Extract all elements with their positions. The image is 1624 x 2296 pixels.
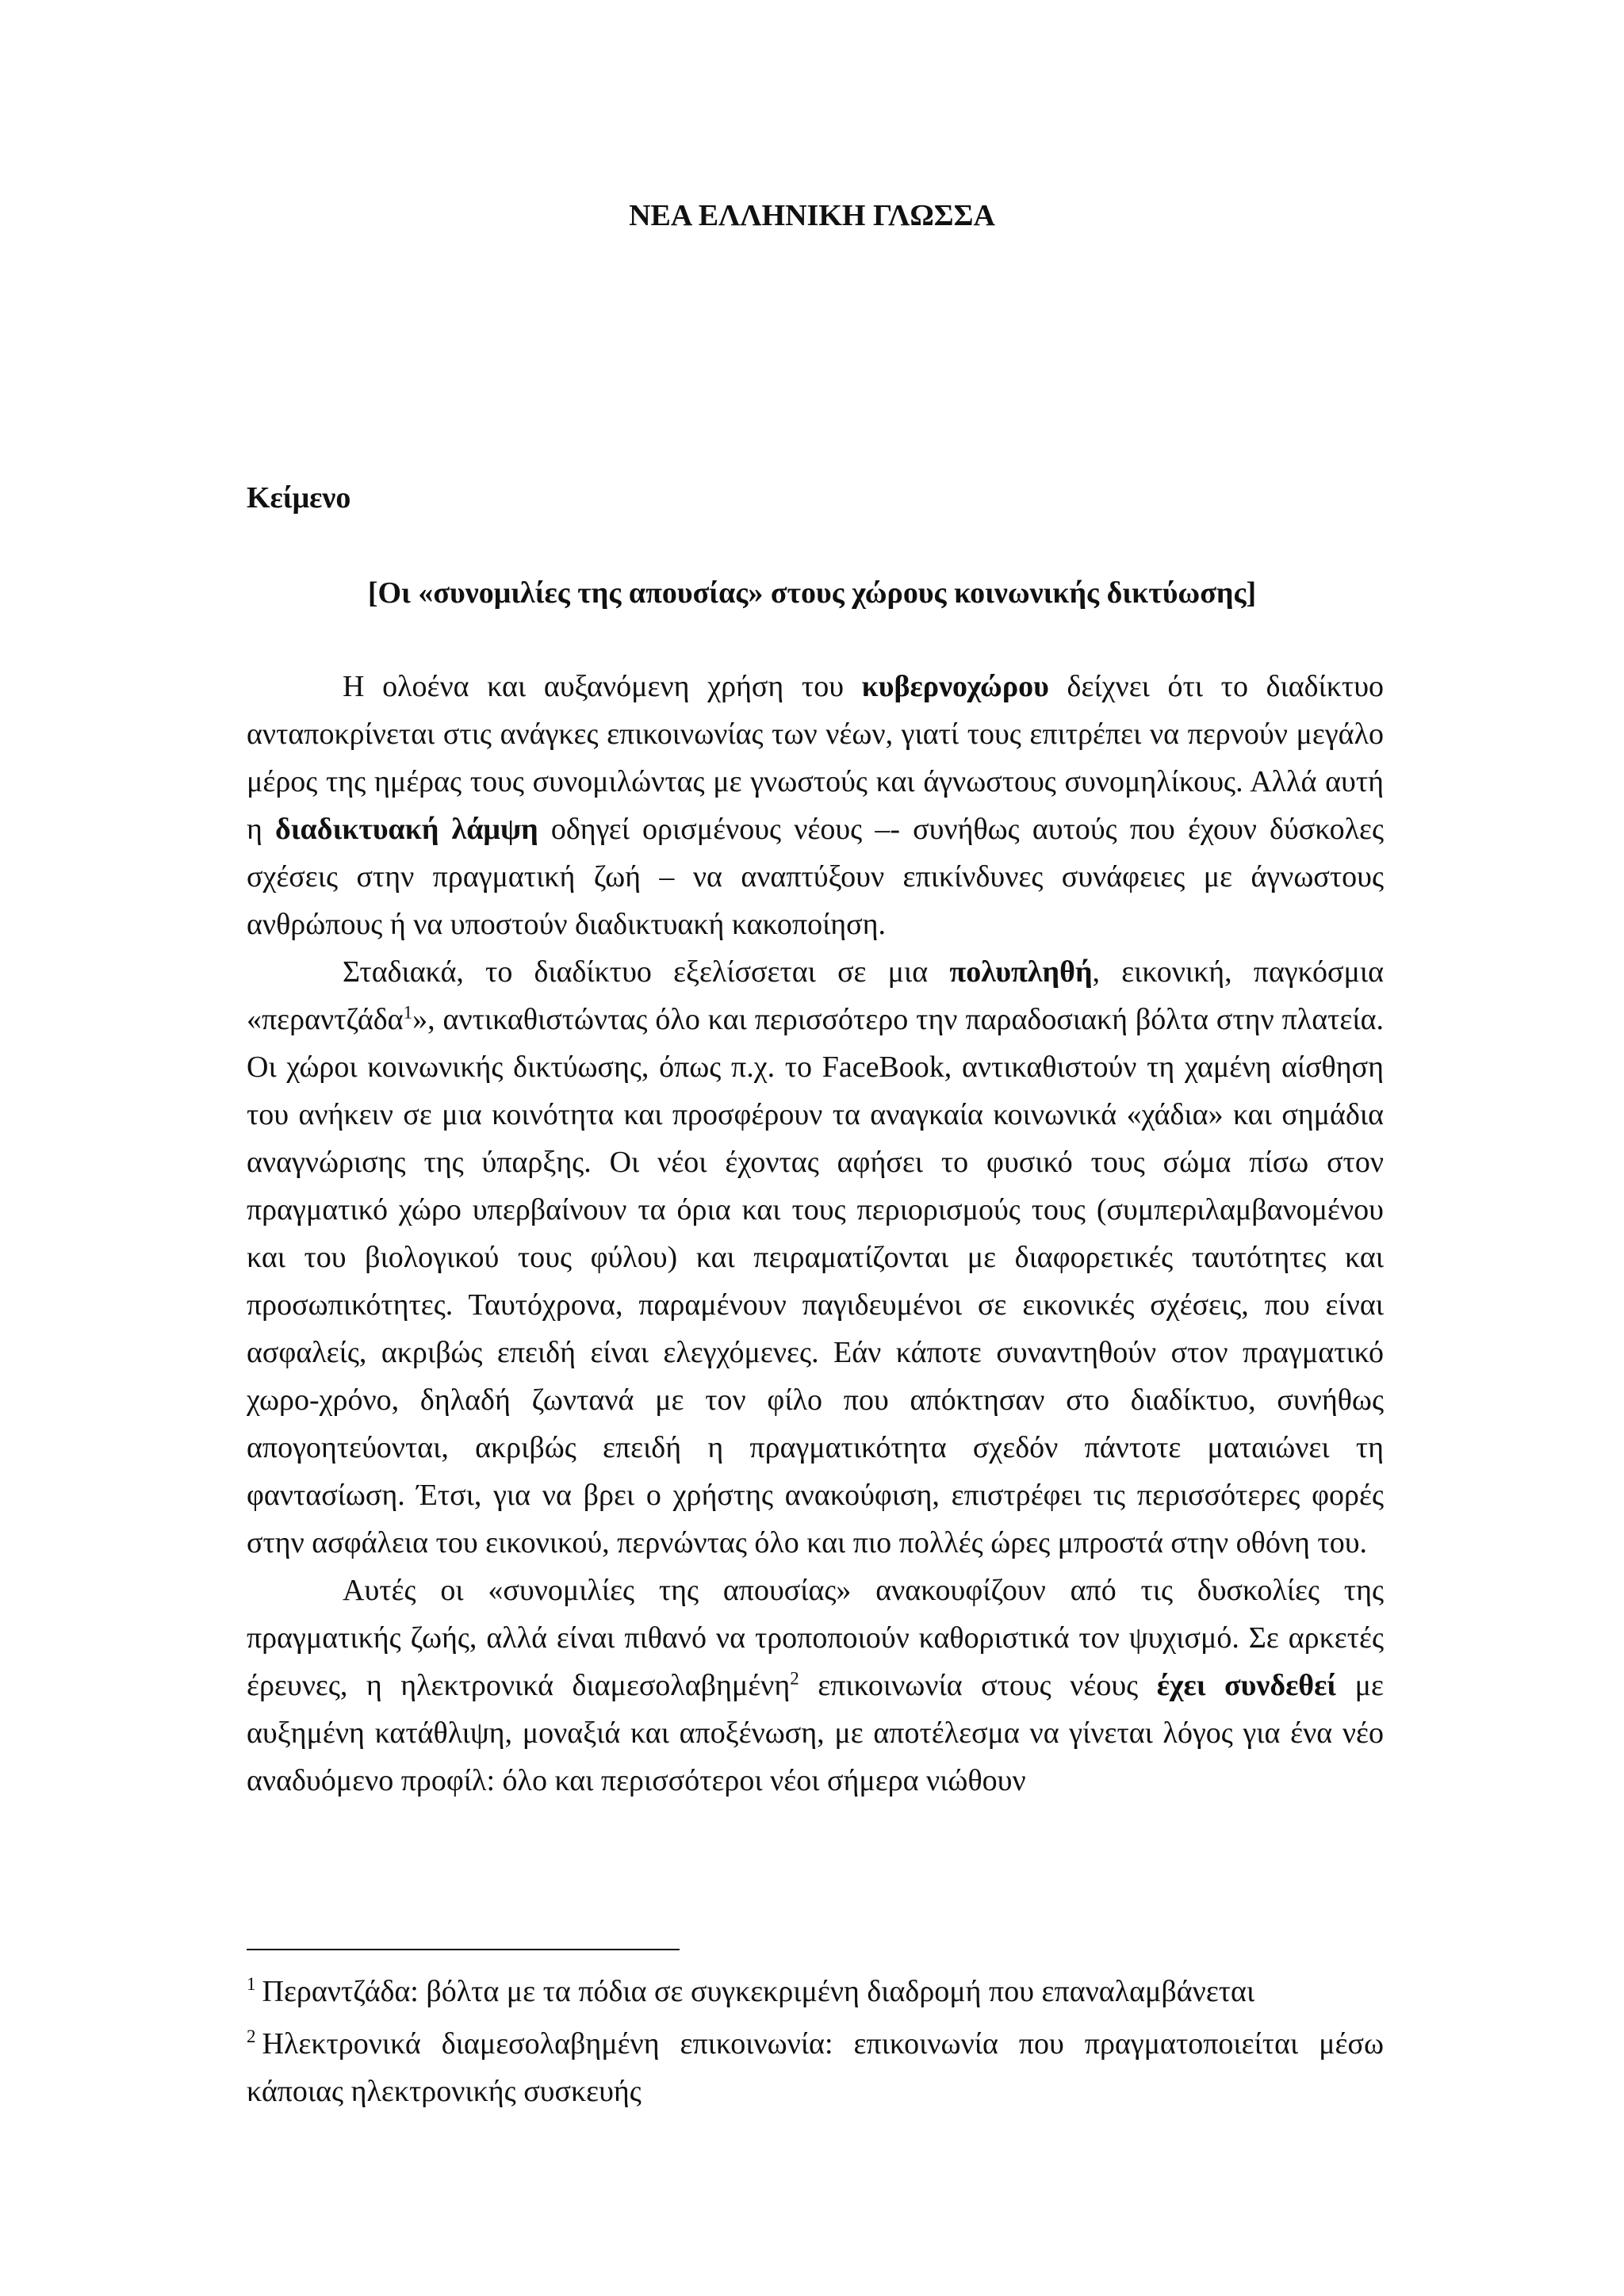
bold-term: διαδικτυακή λάμψη bbox=[275, 813, 538, 846]
footnote-mark: 2 bbox=[247, 2026, 256, 2047]
article-heading: [Οι «συνομιλίες της απουσίας» στους χώρους κοινωνικής δικτύωσης] bbox=[367, 576, 1257, 610]
text-run: Αυτές οι «συνομιλίες της απουσίας» ανακουφίζουν από τις δυσκολίες της πραγματικής ζωής, αλλά είναι πιθανό να τροποποιούν καθοριστικά τον ψυχισμό. Σε αρκετές έρευνες, η ηλεκτρονικά διαμεσολαβημένη bbox=[247, 1574, 1384, 1702]
bold-term: κυβερνοχώρου bbox=[861, 670, 1049, 703]
footnote-reference: 2 bbox=[790, 1668, 799, 1689]
footnote-mark: 1 bbox=[247, 1974, 256, 1995]
footnotes bbox=[247, 1968, 1384, 2115]
footnote-reference: 1 bbox=[403, 1002, 413, 1023]
paragraph-3 bbox=[247, 1567, 1384, 1804]
text-run: επικοινωνία στους νέους bbox=[799, 1669, 1157, 1702]
footnote-separator bbox=[247, 1949, 680, 1950]
bold-term: πολυπληθή bbox=[949, 955, 1093, 989]
paragraph-1 bbox=[247, 663, 1384, 948]
section-label: Κείμενο bbox=[247, 481, 351, 515]
footnote-2 bbox=[247, 2020, 1384, 2115]
article-body bbox=[247, 663, 1384, 1804]
text-run: », αντικαθιστώντας όλο και περισσότερο την παραδοσιακή βόλτα στην πλατεία. Οι χώροι κοινωνικής δικτύωσης, όπως π.χ. το FaceBook, αντικαθιστούν τη χαμένη αίσθηση του ανήκειν σε μια κοινότητα και προσφέρουν τα αναγκαία κοινωνικά «χάδια» και σημάδια αναγνώρισης της ύπαρξης. Οι νέοι έχοντας αφήσει το φυσικό τους σώμα πίσω στον πραγματικό χώρο υπερβαίνουν τα όρια και τους περιορισμούς τους (συμπεριλαμβανομένου και του βιολογικού τους φύλου) και πειραματίζονται με διαφορετικές ταυτότητες και προσωπικότητες. Ταυτόχρονα, παραμένουν παγιδευμένοι σε εικονικές σχέσεις, που είναι ασφαλείς, ακριβώς επειδή είναι ελεγχόμενες. Εάν κάποτε συναντηθούν στον πραγματικό χωρο-χρόνο, δηλαδή ζωντανά με τον φίλο που απόκτησαν στο διαδίκτυο, συνήθως απογοητεύονται, ακριβώς επειδή η πραγματικότητα σχεδόν πάντοτε ματαιώνει τη φαντασίωση. Έτσι, για να βρει ο χρήστης ανακούφιση, επιστρέφει τις περισσότερες φορές στην ασφάλεια του εικονικού, περνώντας όλο και πιο πολλές ώρες μπροστά στην οθόνη του. bbox=[247, 1003, 1384, 1559]
bold-term: έχει συνδεθεί bbox=[1156, 1669, 1337, 1702]
text-run: , εικονική, παγκόσμια «περαντζάδα bbox=[247, 955, 1384, 1036]
paragraph-2 bbox=[247, 948, 1384, 1567]
text-run: οδηγεί ορισμένους νέους –- συνήθως αυτούς που έχουν δύσκολες σχέσεις στην πραγματική ζωή – να αναπτύξουν επικίνδυνες συνάφειες με άγνωστους ανθρώπους ή να υποστούν διαδικτυακή κακοποίηση. bbox=[247, 813, 1385, 941]
footnote-text: Ηλεκτρονικά διαμεσολαβημένη επικοινωνία: επικοινωνία που πραγματοποιείται μέσω κάποιας ηλεκτρονικής συσκευής bbox=[247, 2027, 1384, 2108]
text-run: με αυξημένη κατάθλιψη, μοναξιά και αποξένωση, με αποτέλεσμα να γίνεται λόγος για ένα νέο αναδυόμενο προφίλ: όλο και περισσότεροι νέοι σήμερα νιώθουν bbox=[247, 1669, 1384, 1797]
page-title: ΝΕΑ ΕΛΛΗΝΙΚΗ ΓΛΩΣΣΑ bbox=[629, 199, 995, 232]
footnote-1 bbox=[247, 1968, 1384, 2015]
text-run: δείχνει ότι το διαδίκτυο ανταποκρίνεται στις ανάγκες επικοινωνίας των νέων, γιατί τους επιτρέπει να περνούν μεγάλο μέρος της ημέρας τους συνομιλώντας με γνωστούς και άγνωστους συνομηλίκους. Αλλά αυτή η bbox=[247, 670, 1385, 846]
text-run: Σταδιακά, το διαδίκτυο εξελίσσεται σε μια bbox=[343, 955, 950, 989]
text-run: Η ολοένα και αυξανόμενη χρήση του bbox=[343, 670, 862, 703]
footnote-text: Περαντζάδα: βόλτα με τα πόδια σε συγκεκριμένη διαδρομή που επαναλαμβάνεται bbox=[262, 1975, 1255, 2008]
